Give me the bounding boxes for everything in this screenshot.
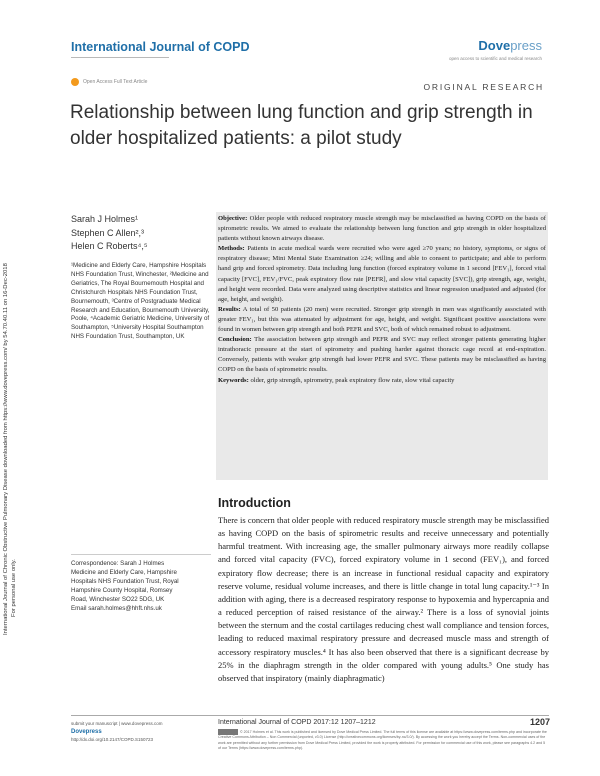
page-number: 1207: [529, 717, 550, 727]
correspondence-email[interactable]: Email sarah.holmes@hhft.nhs.uk: [71, 604, 162, 612]
objective-label: Objective:: [218, 215, 248, 222]
abstract-conclusion: [218, 335, 546, 375]
conclusion-label: Conclusion:: [218, 336, 252, 344]
footer-left: [71, 720, 211, 744]
results-label: Results:: [218, 305, 241, 313]
header-rule: [71, 57, 169, 58]
license-text: [218, 729, 549, 751]
open-access-text: Open Access Full Text Article: [83, 79, 148, 85]
correspondence-line: Hampshire County Hospital, Romsey: [71, 586, 173, 594]
abstract-results: [218, 305, 546, 335]
section-label: ORIGINAL RESEARCH: [423, 82, 544, 92]
affiliations: ¹Medicine and Elderly Care, Hampshire Hospitals NHS Foundation Trust, Winchester, ²Medicine and Geriatrics, The Royal Bournemouth Hospital and Christchurch Hospitals NHS Foundation Trust, Bournemouth, ³Centre of Postgraduate Medical Research and Education, Bournemouth University, Poole, ⁴Academic Geriatric Medicine, University of Southampton, ⁵University Hospital Southampton NHS Foundation Trust, Southampton, UK: [71, 262, 210, 341]
license-body: © 2017 Holmes et al. This work is published and licensed by Dove Medical Press Limited. The full terms of this license are available at https://www.dovepress.com/terms.php and incorporate the Creative Commons Attribution – Non Commercial (unported, v3.0) License (http://creativecommons.org/licenses/by-nc/3.0/). By accessing the work you hereby accept the Terms. Non-commercial uses of the work are permitted without any further permission from Dove Medical Press Limited, provided the work is properly attributed. For permission for commercial use of this work, please see paragraphs 4.2 and 5 of our Terms (https://www.dovepress.com/terms.php).: [218, 729, 547, 750]
conclusion-text: The association between grip strength and PEFR and SVC may reflect stronger patients generating higher intrathoracic pressure at the start of spirometry and pushing harder against thoracic cage recoil at end-expiration. Conversely, patients with weaker grip strength had lower PEFR and SVC. These patients may be misclassified as having COPD on the basis of spirometric results.: [218, 336, 547, 374]
author: Stephen C Allen²,³: [71, 227, 145, 238]
abstract-objective: [218, 214, 546, 244]
author: Helen C Roberts⁴,⁵: [71, 241, 148, 251]
objective-text: Older people with reduced respiratory muscle strength may be misclassified as having COPD on the basis of spirometric results. We aimed to evaluate the relationship between lung function and grip strength in older hospitalized patients without known airways disease.: [218, 215, 546, 243]
download-note-line2: For personal use only.: [11, 559, 17, 617]
open-access-label: [71, 78, 147, 86]
intro-text: There is concern that older people with reduced respiratory muscle strength may be misclassified as having COPD on the basis of spirometric results and receive unnecessary and potentially harmful treatment. With increasing age, the smaller pulmonary airways more readily collapse and forced vital capacity (FVC), forced expiratory volume in 1 second (FEV₁), and forced expiratory flow decrease; there is an increase in functional residual capacity and expiratory reserve volume, residual volume increases, and there is little change in total lung capacity.¹⁻³ In addition with aging, there is a decreased respiratory response to hypoxemia and hypercapnia and a reduced perception of raised resistance of the airway.² There is a loss of synovial joints between the sternum and the costal cartilages reducing chest wall compliance and tension forces, leading to reduced maximal respiratory pressure and decreased muscle mass and strength of accessory respiratory muscles.⁴ It has also been observed that there is a significant decrease by 25% in the diaphragm strength in the older compared with young adults.⁵ One study has observed that inspiratory (mainly diaphragmatic): [218, 515, 549, 683]
dovepress-logo[interactable]: [478, 38, 542, 53]
open-access-icon: [71, 78, 79, 86]
doi-link[interactable]: http://dx.doi.org/10.2147/COPD.S150723: [71, 737, 154, 742]
correspondence-line: Correspondence: Sarah J Holmes: [71, 560, 165, 567]
author-list: [71, 213, 148, 254]
publisher-tagline: open access to scientific and medical research: [448, 56, 542, 61]
logo-main: Dove: [478, 38, 511, 53]
footer-rule: [71, 715, 549, 716]
keywords-label: Keywords:: [218, 376, 249, 384]
article-title: Relationship between lung function and grip strength in older hospitalized patients: a pilot study: [70, 102, 533, 149]
methods-text: Patients in acute medical wards were recruited who were aged ≥70 years; no history, symptoms, or signs of respiratory disease; Mini Mental State Examination ≥24; willing and able to consent to participate; and able to perform hand grip and forced spirometry. Data including lung function (forced expiratory volume in 1 second [FEV₁], forced vital capacity [FVC], FEV₁/FVC, peak expiratory flow rate [PEFR], and slow vital capacity [SVC]), grip strength, age, weight, and height were recorded. Data were analyzed using descriptive statistics and linear regression unadjusted and adjusted (for age, height, and weight).: [218, 245, 546, 303]
submit-link[interactable]: submit your manuscript | www.dovepress.com: [71, 721, 163, 726]
correspondence-line: Road, Winchester SO22 5DG, UK: [71, 595, 165, 603]
results-text: A total of 50 patients (20 men) were recruited. Stronger grip strength in men was significantly associated with greater FEV₁, but this was attenuated by adjustment for age, height, and weight. Significant positive associations were found in women between grip strength and both PEFR and SVC, both of which remained robust to adjustment.: [218, 305, 546, 334]
methods-label: Methods:: [218, 245, 245, 253]
author: Sarah J Holmes¹: [71, 214, 139, 224]
abstract-text: [218, 214, 546, 386]
correspondence-rule: [71, 554, 211, 555]
correspondence-line: Hospitals NHS Foundation Trust, Royal: [71, 577, 179, 585]
download-note-line1: International Journal of Chronic Obstructive Pulmonary Disease downloaded from https://www.dovepress.com/ by 54.70.40.11 on 16-Dec-2018: [3, 263, 9, 635]
correspondence-line: Medicine and Elderly Care, Hampshire: [71, 568, 177, 576]
intro-heading: Introduction: [218, 496, 291, 510]
abstract-methods: [218, 244, 546, 305]
cc-license-icon: [218, 729, 238, 735]
citation-line: International Journal of COPD 2017:12 1207–1212: [218, 719, 376, 726]
side-download-note: [2, 95, 30, 635]
abstract-keywords: [218, 376, 546, 386]
correspondence-block: [71, 560, 211, 613]
logo-sub: press: [510, 38, 542, 53]
footer-dove-logo[interactable]: Dovepress: [71, 729, 102, 735]
journal-name: International Journal of COPD: [71, 40, 250, 54]
keywords-text: older, grip strength, spirometry, peak expiratory flow rate, slow vital capacity: [250, 376, 455, 384]
